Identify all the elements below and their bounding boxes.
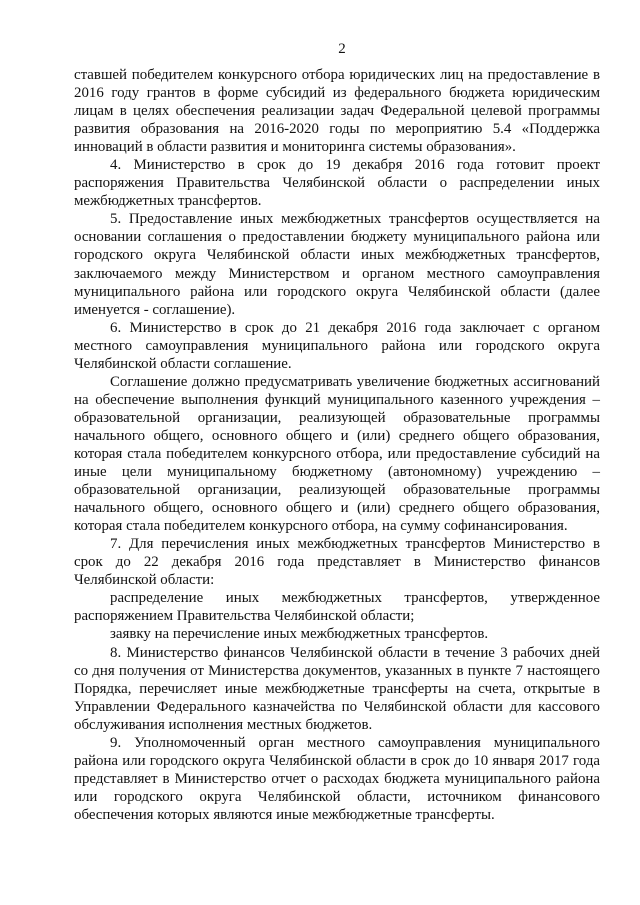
paragraph-item-7-list-distribution: распределение иных межбюджетных трансфертов, утвержденное распоряжением Правительства Челябинской области;	[74, 590, 600, 625]
paragraph-agreement-terms: Соглашение должно предусматривать увеличение бюджетных ассигнований на обеспечение выполнения функций муниципального казенного учреждения – образовательной организации, реализующей образовательные программы начального общего, основного общего и (или) среднего общего образования, которая стала победителем конкурсного отбора, или предоставление субсидий на иные цели муниципальному бюджетному (автономному) учреждению – образовательной организации, реализующей образовательные программы начального общего, основного общего и (или) среднего общего образования, которая стала победителем конкурсного отбора, на сумму софинансирования.	[74, 373, 600, 535]
paragraph-continuation: ставшей победителем конкурсного отбора юридических лиц на предоставление в 2016 году грантов в форме субсидий из федерального бюджета юридическим лицам в целях обеспечения реализации задач Федеральной целевой программы развития образования на 2016-2020 годы по мероприятию 5.4 «Поддержка инноваций в области развития и мониторинга системы образования».	[74, 67, 600, 156]
paragraph-item-8: 8. Министерство финансов Челябинской области в течение 3 рабочих дней со дня получения от Министерства документов, указанных в пункте 7 настоящего Порядка, перечисляет иные межбюджетные трансферты на счета, открытые в Управлении Федерального казначейства по Челябинской области для кассового обслуживания исполнения местных бюджетов.	[74, 644, 600, 733]
paragraph-item-7-list-request: заявку на перечисление иных межбюджетных трансфертов.	[110, 626, 489, 643]
paragraph-item-4: 4. Министерство в срок до 19 декабря 2016 года готовит проект распоряжения Правительства Челябинской области о распределении иных межбюджетных трансфертов.	[74, 157, 600, 210]
paragraph-item-6: 6. Министерство в срок до 21 декабря 2016 года заключает с органом местного самоуправления муниципального района или городского округа Челябинской области соглашение.	[74, 319, 600, 372]
paragraph-item-5: 5. Предоставление иных межбюджетных трансфертов осуществляется на основании соглашения о предоставлении бюджету муниципального района или городского округа Челябинской области иных межбюджетных трансфертов, заключаемого между Министерством и органом местного самоуправления муниципального района или городского округа Челябинской области (далее именуется - соглашение).	[74, 211, 600, 318]
paragraph-item-9: 9. Уполномоченный орган местного самоуправления муниципального района или городского округа Челябинской области в срок до 10 января 2017 года представляет в Министерство отчет о расходах бюджета муниципального района или городского округа Челябинской области, источником финансового обеспечения которых являются иные межбюджетные трансферты.	[74, 734, 600, 823]
paragraph-item-7: 7. Для перечисления иных межбюджетных трансфертов Министерство в срок до 22 декабря 2016 года представляет в Министерство финансов Челябинской области:	[74, 536, 600, 589]
document-body	[74, 66, 600, 824]
page-number: 2	[338, 41, 346, 57]
